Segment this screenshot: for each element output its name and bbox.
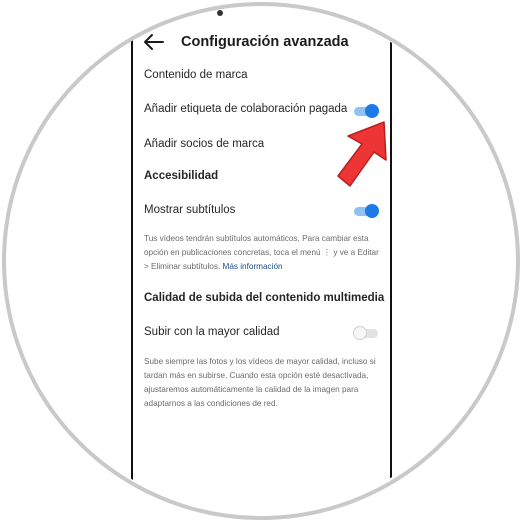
note-line xyxy=(144,260,384,274)
note-line: opción en publicaciones concretas, toca el menú ⋮ y ve a Editar xyxy=(144,248,379,257)
toggle-knob xyxy=(365,204,379,218)
back-arrow-icon[interactable] xyxy=(143,33,165,51)
note-line: Sube siempre las fotos y los vídeos de mayor calidad, incluso si xyxy=(144,357,376,366)
add-brand-partners-item[interactable]: Añadir socios de marca xyxy=(144,138,265,150)
phone-screen xyxy=(131,6,392,514)
page-title: Configuración avanzada xyxy=(181,34,349,50)
paid-partnership-toggle[interactable] xyxy=(354,104,378,118)
upload-quality-note xyxy=(144,355,384,411)
toggle-knob xyxy=(353,326,367,340)
note-line: ajustaremos automáticamente la calidad de la imagen para xyxy=(144,385,359,394)
section-upload-quality: Calidad de subida del contenido multimedia xyxy=(144,292,385,304)
note-line: Tus vídeos tendrán subtítulos automáticos. Para cambiar esta xyxy=(144,234,369,243)
note-line: adaptarnos a las condiciones de red. xyxy=(144,399,278,408)
circular-viewport xyxy=(6,6,514,514)
app-header xyxy=(133,30,390,58)
captions-note xyxy=(144,232,384,274)
red-pointer-arrow-icon xyxy=(336,120,390,190)
section-branded-content: Contenido de marca xyxy=(144,69,248,81)
captions-label[interactable]: Mostrar subtítulos xyxy=(144,204,236,216)
note-text: > Eliminar subtítulos. xyxy=(144,262,223,271)
high-quality-upload-toggle[interactable] xyxy=(354,326,378,340)
section-accessibility: Accesibilidad xyxy=(144,170,219,182)
captions-toggle[interactable] xyxy=(354,204,378,218)
toggle-knob xyxy=(365,104,379,118)
more-info-link[interactable]: Más información xyxy=(222,262,283,271)
note-line: tardan más en subirse. Cuando esta opción esté desactivada, xyxy=(144,371,369,380)
paid-partnership-label[interactable]: Añadir etiqueta de colaboración pagada xyxy=(144,103,348,115)
status-indicator xyxy=(217,10,223,16)
high-quality-upload-label[interactable]: Subir con la mayor calidad xyxy=(144,326,280,338)
